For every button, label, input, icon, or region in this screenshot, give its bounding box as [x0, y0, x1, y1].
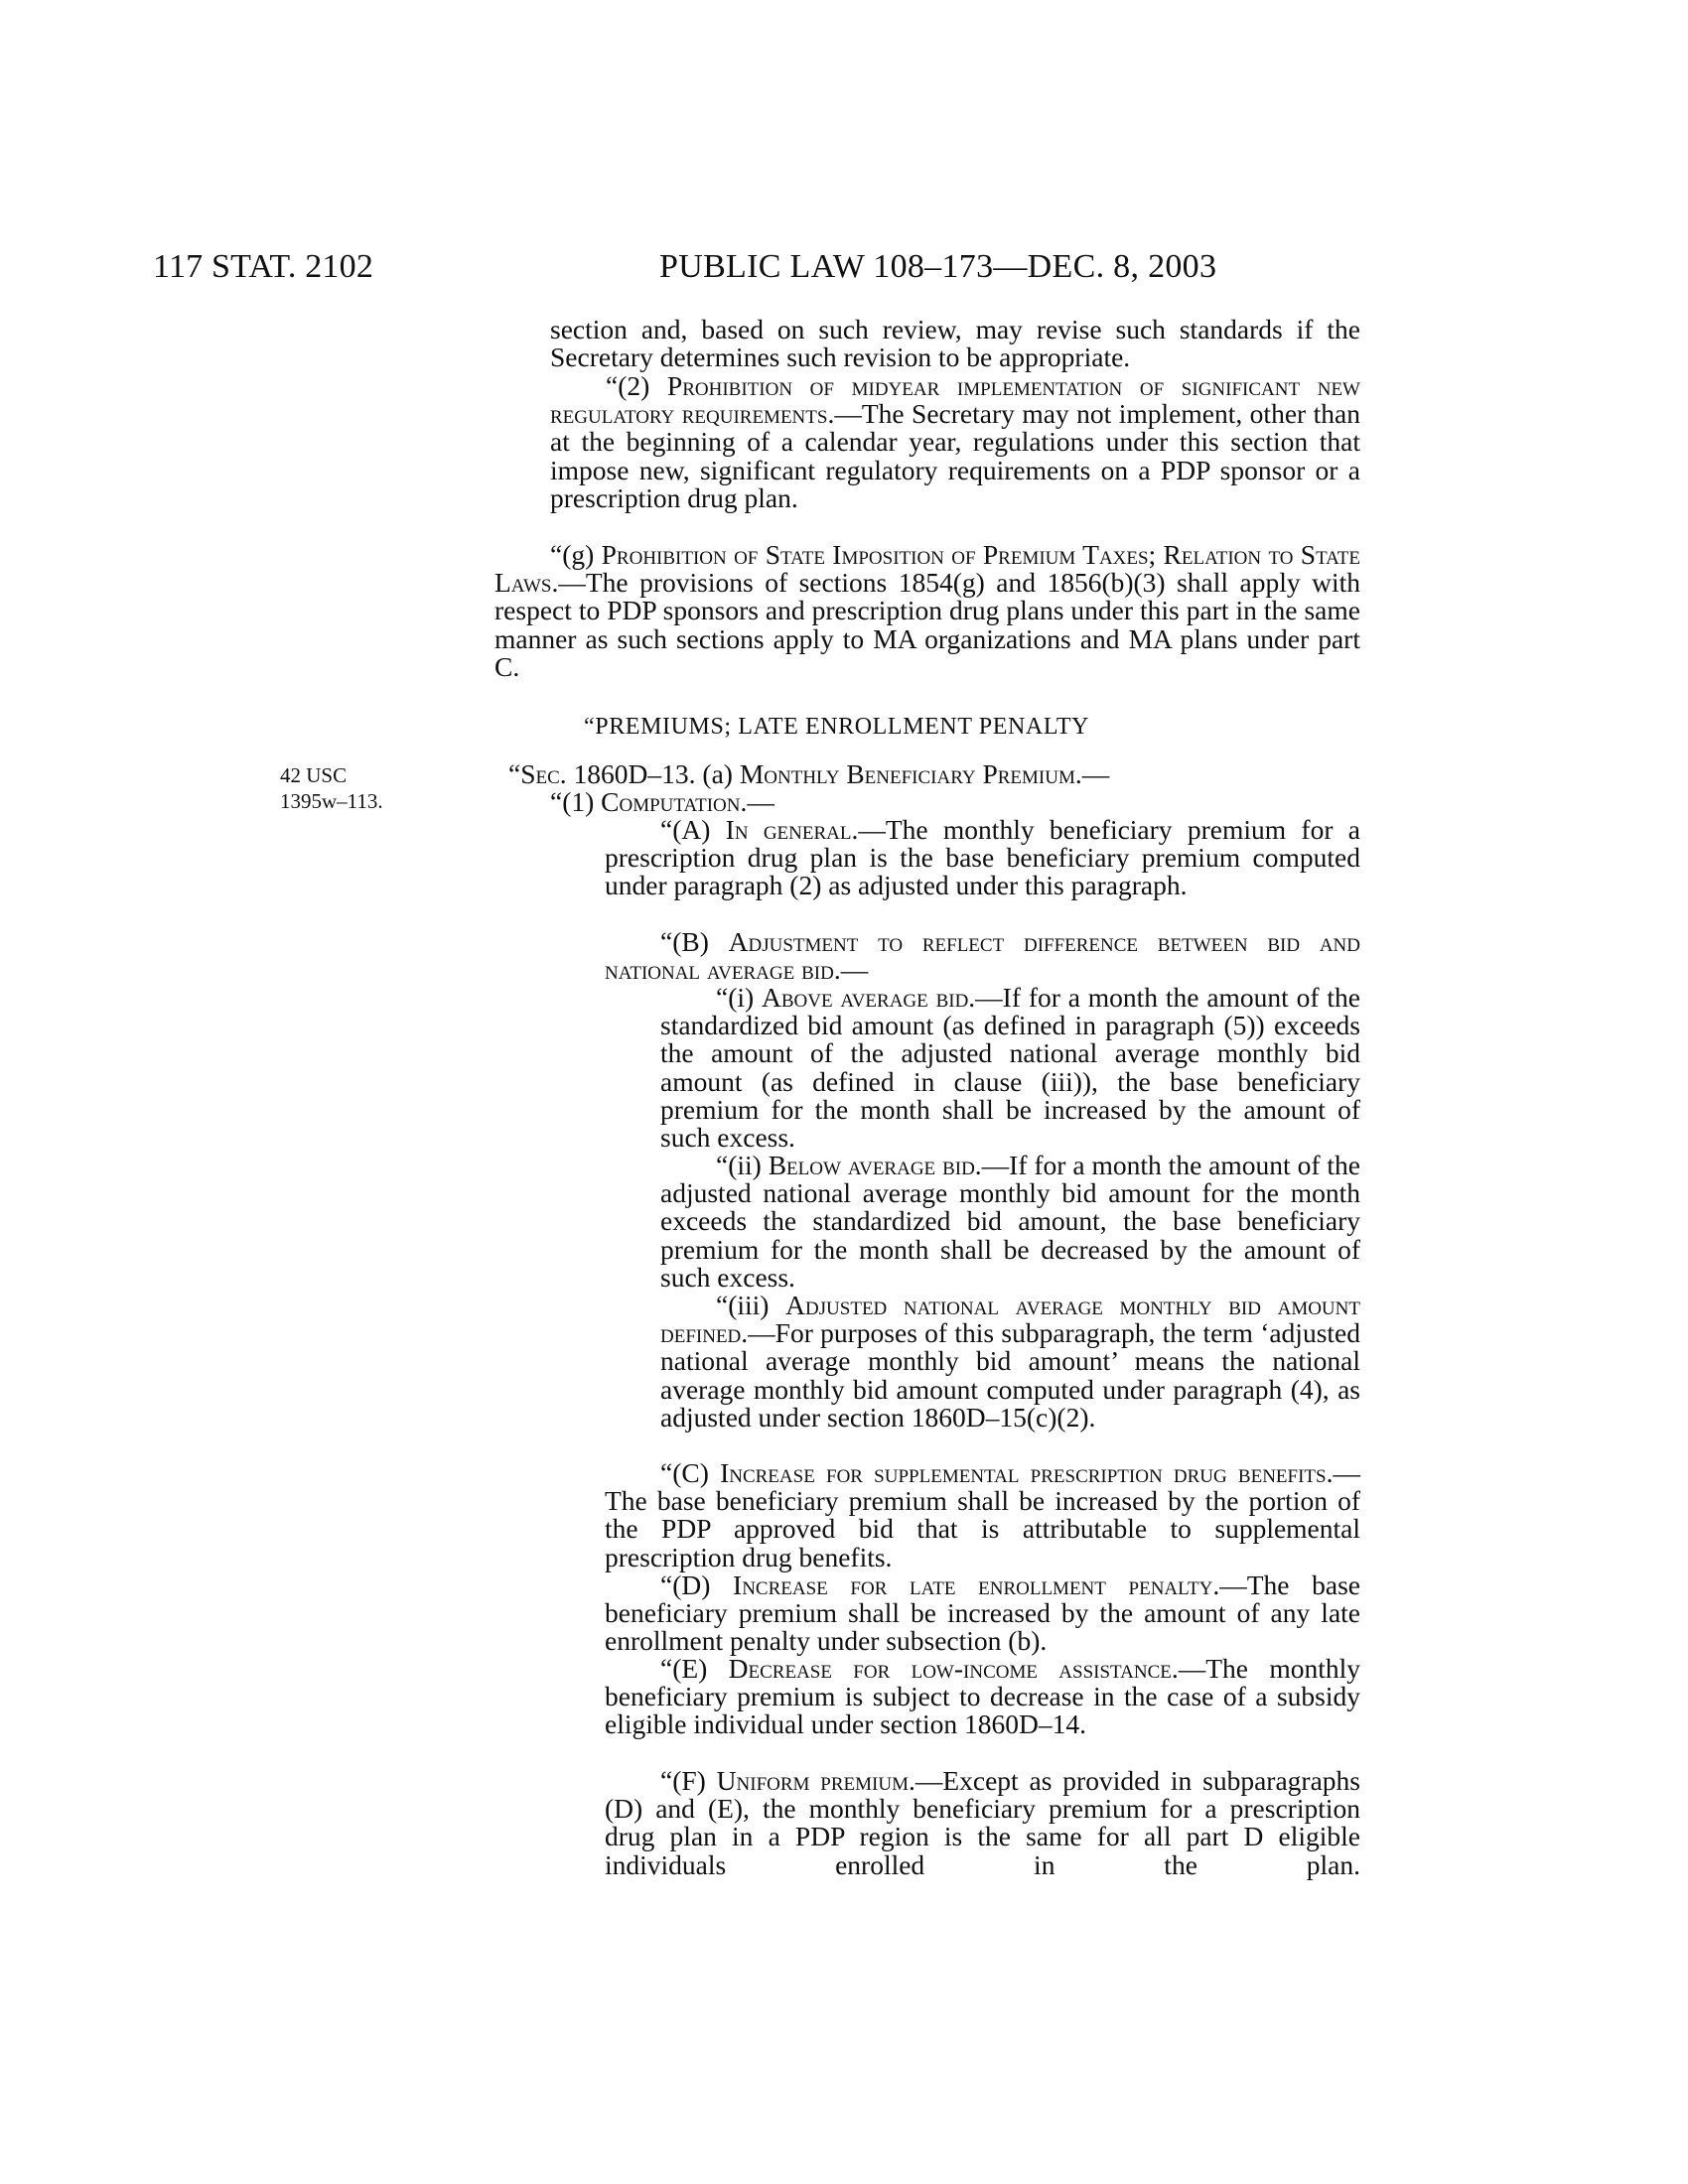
paragraph-heading: Uniform premium. [716, 1765, 915, 1796]
paragraph-number: “(D) [660, 1570, 734, 1600]
paragraph-heading: Increase for late enrollment penalty. [733, 1570, 1220, 1600]
subparagraph-f [605, 1767, 1360, 1879]
section-heading: “PREMIUMS; LATE ENROLLMENT PENALTY [584, 714, 1090, 740]
paragraph-heading: Computation. [601, 786, 748, 817]
section-number: . 1860D–13. (a) [559, 758, 740, 789]
paragraph-number: “(i) [716, 982, 762, 1013]
subparagraph-a [605, 816, 1360, 900]
paragraph-number: “(E) [660, 1653, 729, 1684]
paragraph-g [494, 541, 1360, 681]
paragraph-heading: Above average bid. [762, 982, 976, 1013]
subparagraph-e [605, 1655, 1360, 1739]
paragraph-dash: — [840, 954, 869, 986]
paragraph-number: “(2) [606, 370, 667, 401]
paragraph-text: —The Secretary may not implement, other than at the beginning of a calendar year, regulations under this section that impose new, significant regulatory requirements on a PDP sponsor or a prescription drug plan. [550, 398, 1360, 513]
paragraph-heading: Adjusted national average monthly bid amount defined. [660, 1290, 1360, 1349]
paragraph-text: —The base beneficiary premium shall be increased by the amount of any late enrollment penalty under subsection (b). [605, 1570, 1361, 1657]
margin-citation [280, 762, 383, 814]
margin-citation-line: 1395w–113. [280, 789, 383, 813]
paragraph-text: —For purposes of this subparagraph, the term ‘adjusted national average monthly bid amount’ means the national average monthly bid amount computed under paragraph (4), as adjusted under section 1860D–15(c)(2). [660, 1317, 1360, 1433]
paragraph-heading: Below average bid. [768, 1150, 982, 1180]
section-line [494, 760, 1360, 788]
paragraph-number: “(B) [660, 926, 729, 957]
section-dash: — [1081, 758, 1110, 789]
clause-ii [660, 1152, 1360, 1292]
paragraph-heading: Prohibition of State Imposition of Premium Taxes; Relation to State Laws. [494, 539, 1360, 599]
paragraph-heading: In general. [725, 814, 859, 845]
page-reference: 117 STAT. 2102 [153, 248, 374, 285]
margin-citation-line: 42 USC [280, 763, 348, 787]
paragraph-1 [550, 788, 1360, 816]
paragraph-text: —The base beneficiary premium shall be increased by the portion of the PDP approved bid that is attributable to supplemental prescription drug benefits. [605, 1457, 1360, 1572]
subparagraph-b [605, 928, 1360, 984]
paragraph-heading: Increase for supplemental prescription drug benefits. [720, 1457, 1334, 1488]
paragraph-text: —If for a month the amount of the adjusted national average monthly bid amount for the month exceeds the standardized bid amount, the base beneficiary premium for the month shall be decreased by the amount of such excess. [660, 1150, 1360, 1293]
paragraph-number: “(iii) [716, 1290, 786, 1320]
paragraph-text: —Except as provided in subparagraphs (D) and (E), the monthly beneficiary premium for a prescription drug plan in a PDP region is the same for all part D eligible individuals enrolled in the plan. [605, 1765, 1360, 1880]
section-label: Sec [520, 758, 560, 789]
paragraph-text: section and, based on such review, may revise such standards if the Secretary determines such revision to be appropriate. [550, 314, 1360, 373]
paragraph-text: —The monthly beneficiary premium for a prescription drug plan is the base beneficiary premium computed under paragraph (2) as adjusted under this paragraph. [605, 814, 1360, 901]
paragraph-heading: Decrease for low-income assistance. [728, 1653, 1179, 1684]
paragraph-f2 [550, 372, 1360, 512]
paragraph-number: “(g) [550, 539, 602, 570]
paragraph-heading: Prohibition of midyear implementation of significant new regulatory requirements. [550, 370, 1360, 430]
paragraph-heading: Adjustment to reflect difference between bid and national average bid. [605, 926, 1360, 986]
paragraph-number: “(ii) [716, 1150, 769, 1180]
paragraph-text: —The provisions of sections 1854(g) and 1856(b)(3) shall apply with respect to PDP sponsors and prescription drug plans under this part in the same manner as such sections apply to MA organizations and MA plans under part C. [494, 567, 1360, 682]
page-title: PUBLIC LAW 108–173—DEC. 8, 2003 [659, 248, 1217, 285]
section-quote: “ [508, 758, 521, 789]
paragraph-text: —If for a month the amount of the standardized bid amount (as defined in paragraph (5)) exceeds the amount of the adjusted national average monthly bid amount (as defined in clause (iii)), the base beneficiary premium for the month shall be increased by the amount of such excess. [660, 982, 1360, 1154]
paragraph-number: “(1) [550, 786, 602, 817]
subparagraph-d [605, 1571, 1360, 1656]
clause-i [660, 984, 1360, 1152]
paragraph-text: —The monthly beneficiary premium is subject to decrease in the case of a subsidy eligible individual under section 1860D–14. [605, 1653, 1360, 1740]
paragraph-number: “(F) [660, 1765, 717, 1796]
subsection-heading: Monthly Beneficiary Premium. [739, 758, 1082, 789]
clause-iii [660, 1292, 1360, 1432]
paragraph-number: “(A) [660, 814, 726, 845]
paragraph-continuation [550, 316, 1360, 371]
paragraph-dash: — [747, 786, 774, 817]
subparagraph-c [605, 1459, 1360, 1571]
paragraph-number: “(C) [660, 1457, 721, 1488]
